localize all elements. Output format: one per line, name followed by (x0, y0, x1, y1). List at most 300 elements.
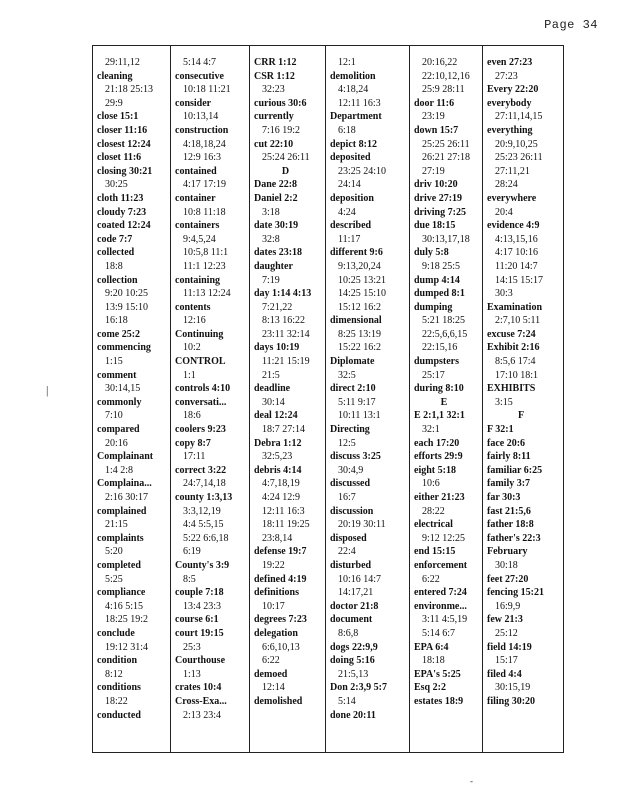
index-reference: 28:22 (422, 505, 445, 517)
index-column-3 (250, 46, 326, 752)
index-word: Directing (330, 424, 370, 436)
index-word: day 1:14 4:13 (254, 288, 312, 300)
index-reference: 4:17 17:19 (183, 179, 227, 191)
index-word: container (175, 192, 216, 204)
index-word: commencing (97, 342, 151, 354)
index-reference: 12:1 (338, 57, 356, 68)
index-reference: 10:8 11:18 (183, 206, 226, 218)
index-column-4 (326, 46, 410, 752)
index-reference: 28:24 (495, 179, 518, 191)
index-word: environme... (414, 600, 467, 612)
index-word: completed (97, 559, 141, 571)
index-reference: 22:10,12,16 (422, 70, 470, 82)
index-reference: 21:15 (105, 519, 128, 531)
index-word: compared (97, 424, 140, 436)
index-reference: 29:9 (105, 97, 123, 109)
index-word: filing 30:20 (487, 695, 536, 707)
index-word: duly 5:8 (414, 247, 449, 259)
index-word: excuse 7:24 (487, 328, 536, 340)
index-word: Courthouse (175, 655, 226, 667)
index-reference: 4:13,15,16 (495, 233, 538, 245)
index-reference: 14:15 15:17 (495, 274, 544, 286)
index-word: everybody (487, 97, 532, 109)
index-word: filed 4:4 (487, 668, 522, 680)
index-reference: 18:8 (105, 260, 123, 272)
index-reference: 30:13,17,18 (422, 233, 470, 245)
index-reference: 22:15,16 (422, 342, 458, 354)
index-word: cloth 11:23 (97, 192, 144, 204)
index-word: conducted (97, 709, 141, 721)
index-word: cut 22:10 (254, 138, 294, 150)
index-word: Examination (487, 301, 543, 313)
index-reference: 30:14 (262, 396, 285, 408)
index-word: due 18:15 (414, 220, 456, 232)
index-word: complaints (97, 532, 144, 544)
index-word: deal 12:24 (254, 410, 298, 422)
index-reference: 10:13,14 (183, 111, 219, 123)
index-word: Every 22:20 (487, 84, 539, 96)
index-reference: 10:6 (422, 478, 440, 490)
index-reference: 11:17 (338, 233, 361, 245)
index-reference: 5:22 6:6,18 (183, 532, 229, 544)
index-reference: 20:9,10,25 (495, 138, 538, 150)
index-reference: 22:5,6,6,15 (422, 328, 468, 340)
index-word: demolition (330, 70, 376, 82)
index-reference: 19:22 (262, 559, 285, 571)
index-word: conversati... (175, 396, 227, 408)
index-word: EXHIBITS (487, 383, 536, 395)
index-column-5 (410, 46, 483, 752)
index-word: few 21:3 (487, 614, 523, 626)
index-word: F 32:1 (487, 424, 514, 436)
index-reference: 2:16 30:17 (105, 492, 149, 503)
index-reference: 6:22 (262, 655, 280, 667)
index-word: drive 27:19 (414, 192, 463, 204)
index-reference: 23:25 24:10 (338, 165, 387, 177)
index-reference: 7:21,22 (262, 301, 293, 313)
index-word: direct 2:10 (330, 383, 376, 395)
section-letter: E (440, 396, 448, 408)
punch-mark: | (46, 383, 49, 397)
index-reference: 9:20 10:25 (105, 288, 149, 300)
section-letter: F (517, 410, 525, 422)
index-reference: 27:11,14,15 (495, 111, 543, 123)
index-word: Cross-Exa... (175, 695, 227, 707)
index-word: either 21:23 (414, 492, 465, 503)
index-reference: 27:23 (495, 70, 518, 82)
index-word: consider (175, 97, 212, 109)
index-reference: 14:17,21 (338, 587, 374, 599)
index-word: containers (175, 220, 220, 232)
index-word: construction (175, 124, 229, 136)
index-word: complained (97, 505, 147, 517)
index-reference: 6:22 (422, 573, 440, 585)
index-reference: 2:13 23:4 (183, 709, 222, 721)
index-word: dates 23:18 (254, 247, 303, 259)
index-word: county 1:3,13 (175, 492, 233, 503)
index-word: days 10:19 (254, 342, 300, 354)
index-word: dumpsters (414, 356, 460, 368)
index-word: field 14:19 (487, 641, 532, 653)
index-reference: 30:4,9 (338, 464, 364, 476)
index-reference: 3:11 4:5,19 (422, 614, 468, 626)
index-word: estates 18:9 (414, 695, 464, 707)
index-word: fairly 8:11 (487, 451, 531, 463)
index-reference: 21:5 (262, 369, 280, 381)
index-reference: 13:9 15:10 (105, 301, 149, 313)
index-word: disturbed (330, 559, 372, 571)
index-reference: 9:4,5,24 (183, 233, 216, 245)
index-word: doing 5:16 (330, 655, 375, 667)
index-word: copy 8:7 (175, 437, 211, 449)
index-reference: 4:24 (338, 206, 356, 218)
index-word: deposited (330, 152, 371, 164)
index-reference: 4:24 12:9 (262, 492, 301, 503)
index-reference: 9:12 12:25 (422, 532, 466, 544)
index-reference: 32:5 (338, 369, 356, 381)
index-reference: 30:18 (495, 559, 518, 571)
index-word: efforts 29:9 (414, 451, 463, 463)
index-reference: 10:11 13:1 (338, 410, 381, 422)
index-word: described (330, 220, 372, 232)
index-word: EPA 6:4 (414, 641, 449, 653)
index-reference: 8:6,8 (338, 627, 359, 639)
index-reference: 24:14 (338, 179, 361, 191)
index-word: definitions (254, 587, 300, 599)
index-reference: 9:13,20,24 (338, 260, 381, 272)
index-column-2 (171, 46, 250, 752)
index-reference: 21:18 25:13 (105, 84, 154, 96)
index-word: feet 27:20 (487, 573, 529, 585)
index-word: Diplomate (330, 356, 375, 368)
index-word: condition (97, 655, 138, 667)
index-word: document (330, 614, 373, 626)
index-word: curious 30:6 (254, 97, 307, 109)
index-column-1 (93, 46, 171, 752)
index-reference: 9:18 25:5 (422, 260, 461, 272)
index-reference: 18:11 19:25 (262, 519, 310, 531)
index-word: demolished (254, 695, 303, 707)
index-reference: 23:11 32:14 (262, 328, 310, 340)
index-word: far 30:3 (487, 492, 521, 503)
index-reference: 14:25 15:10 (338, 288, 387, 300)
index-reference: 15:22 16:2 (338, 342, 382, 354)
index-reference: 25:3 (183, 641, 201, 653)
index-reference: 10:25 13:21 (338, 274, 387, 286)
index-reference: 1:15 (105, 356, 123, 368)
index-reference: 11:21 15:19 (262, 356, 310, 368)
index-word: depict 8:12 (330, 138, 377, 150)
index-word: door 11:6 (414, 97, 455, 109)
index-word: CSR 1:12 (254, 70, 295, 82)
index-word: delegation (254, 627, 298, 639)
index-word: comment (97, 369, 137, 381)
index-word: everywhere (487, 192, 537, 204)
index-reference: 18:18 (422, 655, 445, 667)
index-reference: 11:20 14:7 (495, 260, 538, 272)
index-word: discuss 3:25 (330, 451, 381, 463)
index-reference: 7:10 (105, 410, 123, 422)
index-word: done 20:11 (330, 709, 376, 721)
index-reference: 16:7 (338, 492, 356, 503)
index-word: daughter (254, 260, 293, 272)
index-word: commonly (97, 396, 142, 408)
index-word: even 27:23 (487, 57, 533, 68)
index-word: fast 21:5,6 (487, 505, 531, 517)
index-reference: 29:11,12 (105, 57, 140, 68)
index-word: come 25:2 (97, 328, 141, 340)
index-reference: 4:18,18,24 (183, 138, 226, 150)
index-reference: 4:7,18,19 (262, 478, 300, 490)
index-word: Don 2:3,9 5:7 (330, 682, 387, 694)
index-word: close 15:1 (97, 111, 139, 123)
index-word: evidence 4:9 (487, 220, 540, 232)
index-word: degrees 7:23 (254, 614, 307, 626)
index-word: currently (254, 111, 294, 123)
index-reference: 16:18 (105, 315, 128, 327)
index-word: County's 3:9 (175, 559, 230, 571)
index-reference: 10:18 11:21 (183, 84, 231, 96)
index-reference: 25:17 (422, 369, 445, 381)
index-reference: 27:11,21 (495, 165, 530, 177)
index-reference: 13:4 23:3 (183, 600, 222, 612)
index-reference: 4:4 5:5,15 (183, 519, 224, 531)
index-word: cleaning (97, 70, 133, 82)
index-reference: 12:9 16:3 (183, 152, 222, 164)
index-reference: 26:21 27:18 (422, 152, 471, 164)
index-word: cloudy 7:23 (97, 206, 147, 218)
index-reference: 32:8 (262, 233, 280, 245)
index-reference: 30:3 (495, 288, 513, 300)
index-word: CONTROL (175, 356, 226, 368)
index-reference: 8:25 13:19 (338, 328, 382, 340)
index-word: Dane 22:8 (254, 179, 298, 191)
index-word: Complainant (97, 451, 154, 463)
section-letter: D (281, 165, 290, 177)
index-reference: 12:11 16:3 (338, 97, 381, 109)
index-reference: 18:25 19:2 (105, 614, 149, 626)
index-word: family 3:7 (487, 478, 531, 490)
index-reference: 22:4 (338, 546, 356, 558)
index-word: containing (175, 274, 221, 286)
index-word: conclude (97, 627, 135, 639)
index-word: coated 12:24 (97, 220, 151, 232)
index-reference: 8:12 (105, 668, 123, 680)
index-word: correct 3:22 (175, 464, 227, 476)
index-reference: 10:5,8 11:1 (183, 247, 229, 259)
index-reference: 30:25 (105, 179, 128, 191)
index-reference: 30:15,19 (495, 682, 531, 694)
index-reference: 20:16 (105, 437, 128, 449)
index-reference: 12:5 (338, 437, 356, 449)
index-column-6 (483, 46, 563, 752)
index-word: deadline (254, 383, 291, 395)
index-word: fencing 15:21 (487, 587, 544, 599)
index-word: driving 7:25 (414, 206, 466, 218)
index-reference: 25:12 (495, 627, 518, 639)
index-reference: 3:18 (262, 206, 280, 218)
index-word: discussion (330, 505, 374, 517)
index-reference: 10:2 (183, 342, 201, 354)
index-reference: 8:5,6 17:4 (495, 356, 536, 368)
index-word: end 15:15 (414, 546, 456, 558)
index-reference: 20:19 30:11 (338, 519, 386, 531)
index-reference: 12:14 (262, 682, 285, 694)
index-reference: 15:17 (495, 655, 518, 667)
index-word: different 9:6 (330, 247, 383, 259)
index-reference: 19:12 31:4 (105, 641, 149, 653)
index-word: Exhibit 2:16 (487, 342, 540, 354)
index-reference: 20:16,22 (422, 57, 458, 68)
index-word: E 2:1,1 32:1 (414, 410, 465, 422)
index-reference: 25:9 28:11 (422, 84, 465, 96)
index-reference: 11:1 12:23 (183, 260, 226, 272)
index-word: crates 10:4 (175, 682, 222, 694)
index-word: defined 4:19 (254, 573, 307, 585)
index-reference: 32:23 (262, 84, 285, 96)
index-page (92, 45, 564, 753)
index-word: everything (487, 124, 533, 136)
index-reference: 15:12 16:2 (338, 301, 382, 313)
index-word: face 20:6 (487, 437, 526, 449)
index-word: entered 7:24 (414, 587, 467, 599)
index-reference: 4:18,24 (338, 84, 369, 96)
index-word: date 30:19 (254, 220, 299, 232)
index-reference: 6:6,10,13 (262, 641, 300, 653)
index-word: deposition (330, 192, 374, 204)
index-word: EPA's 5:25 (414, 668, 461, 680)
index-reference: 5:14 4:7 (183, 57, 217, 68)
index-reference: 8:13 16:22 (262, 315, 306, 327)
index-reference: 16:9,9 (495, 600, 521, 612)
index-word: father's 22:3 (487, 532, 541, 544)
index-word: dogs 22:9,9 (330, 641, 378, 653)
index-reference: 1:13 (183, 668, 201, 680)
index-word: compliance (97, 587, 146, 599)
index-reference: 30:14,15 (105, 383, 141, 395)
index-reference: 5:25 (105, 573, 123, 585)
index-word: father 18:8 (487, 519, 534, 531)
index-word: Complaina... (97, 478, 152, 490)
index-word: closer 11:16 (97, 124, 148, 136)
index-reference: 7:16 19:2 (262, 124, 301, 136)
index-word: familiar 6:25 (487, 464, 543, 476)
index-reference: 25:24 26:11 (262, 152, 310, 164)
index-word: dumping (414, 301, 453, 313)
index-reference: 10:16 14:7 (338, 573, 382, 585)
index-reference: 5:11 9:17 (338, 396, 376, 408)
page-number: Page 34 (544, 18, 598, 32)
index-word: Esq 2:2 (414, 682, 446, 694)
index-reference: 6:18 (338, 124, 356, 136)
index-word: Continuing (175, 328, 224, 340)
index-reference: 17:11 (183, 451, 206, 463)
index-word: each 17:20 (414, 437, 460, 449)
index-reference: 4:16 5:15 (105, 600, 144, 612)
index-reference: 5:20 (105, 546, 123, 558)
index-word: contents (175, 301, 211, 313)
index-word: Daniel 2:2 (254, 192, 298, 204)
index-reference: 12:11 16:3 (262, 505, 305, 517)
index-word: discussed (330, 478, 371, 490)
index-reference: 23:19 (422, 111, 445, 123)
index-word: Department (330, 111, 382, 123)
index-word: enforcement (414, 559, 468, 571)
index-word: court 19:15 (175, 627, 224, 639)
index-reference: 21:5,13 (338, 668, 369, 680)
index-word: dimensional (330, 315, 382, 327)
index-reference: 17:10 18:1 (495, 369, 539, 381)
index-word: coolers 9:23 (175, 424, 226, 436)
index-reference: 24:7,14,18 (183, 478, 226, 490)
index-word: CRR 1:12 (254, 57, 297, 68)
index-reference: 1:4 2:8 (105, 464, 134, 476)
index-word: collected (97, 247, 135, 259)
index-word: disposed (330, 532, 367, 544)
index-reference: 7:19 (262, 274, 280, 286)
index-word: dumped 8:1 (414, 288, 465, 300)
index-reference: 3:15 (495, 396, 513, 408)
index-word: course 6:1 (175, 614, 219, 626)
index-reference: 18:6 (183, 410, 201, 422)
index-reference: 27:19 (422, 165, 445, 177)
index-reference: 3:3,12,19 (183, 505, 221, 517)
index-reference: 5:21 18:25 (422, 315, 466, 327)
index-reference: 10:17 (262, 600, 285, 612)
index-word: doctor 21:8 (330, 600, 379, 612)
index-word: February (487, 546, 528, 558)
index-word: closest 12:24 (97, 138, 151, 150)
index-word: dump 4:14 (414, 274, 460, 286)
footer-mark: - (470, 776, 473, 786)
index-word: controls 4:10 (175, 383, 231, 395)
index-word: couple 7:18 (175, 587, 224, 599)
index-word: Debra 1:12 (254, 437, 302, 449)
index-reference: 6:19 (183, 546, 201, 558)
index-word: closing 30:21 (97, 165, 153, 177)
index-word: defense 19:7 (254, 546, 307, 558)
index-reference: 12:16 (183, 315, 206, 327)
index-reference: 11:13 12:24 (183, 288, 231, 300)
index-word: consecutive (175, 70, 224, 82)
index-word: during 8:10 (414, 383, 464, 395)
index-reference: 23:8,14 (262, 532, 293, 544)
index-reference: 25:25 26:11 (422, 138, 470, 150)
index-word: demoed (254, 668, 288, 680)
index-word: down 15:7 (414, 124, 459, 136)
index-word: collection (97, 274, 138, 286)
index-reference: 2:7,10 5:11 (495, 315, 541, 327)
index-word: closet 11:6 (97, 152, 142, 164)
index-reference: 4:17 10:16 (495, 247, 539, 259)
index-reference: 1:1 (183, 369, 196, 381)
index-reference: 25:23 26:11 (495, 152, 543, 164)
index-word: eight 5:18 (414, 464, 456, 476)
index-word: debris 4:14 (254, 464, 302, 476)
index-word: code 7:7 (97, 233, 133, 245)
index-reference: 18:7 27:14 (262, 424, 306, 436)
index-word: conditions (97, 682, 141, 694)
index-reference: 18:22 (105, 695, 128, 707)
index-reference: 20:4 (495, 206, 513, 218)
index-reference: 8:5 (183, 573, 196, 585)
index-word: electrical (414, 519, 453, 531)
index-reference: 32:1 (422, 424, 440, 436)
index-reference: 5:14 6:7 (422, 627, 456, 639)
index-word: contained (175, 165, 217, 177)
index-reference: 32:5,23 (262, 451, 293, 463)
index-word: driv 10:20 (414, 179, 458, 191)
